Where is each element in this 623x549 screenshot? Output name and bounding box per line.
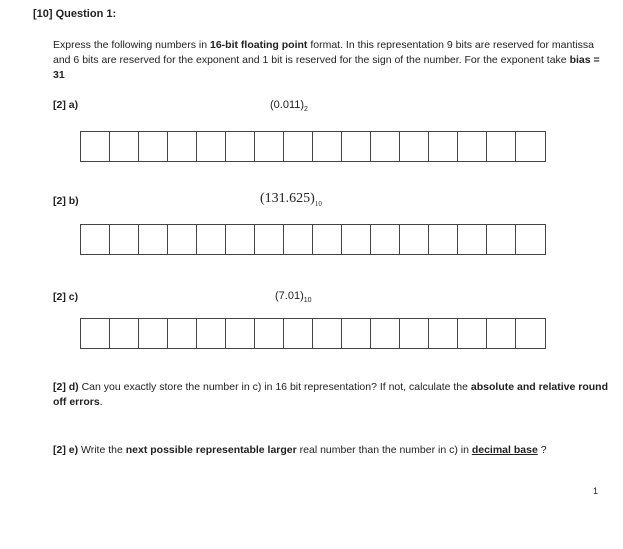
- question-instructions: [53, 38, 603, 83]
- bit-box[interactable]: [400, 225, 429, 254]
- bit-box[interactable]: [226, 132, 255, 161]
- part-e-label: [2] e): [53, 444, 79, 456]
- bit-box[interactable]: [110, 132, 139, 161]
- bit-box[interactable]: [197, 319, 226, 348]
- bit-box[interactable]: [458, 225, 487, 254]
- bit-box[interactable]: [226, 319, 255, 348]
- part-e-question: [53, 443, 608, 458]
- bit-box[interactable]: [429, 225, 458, 254]
- part-a-value: (0.011): [270, 99, 305, 111]
- bit-box[interactable]: [139, 319, 168, 348]
- bit-box[interactable]: [168, 132, 197, 161]
- intro-bold-bias: bias = 31: [53, 54, 600, 81]
- part-b-number: [260, 191, 322, 208]
- bit-box[interactable]: [110, 319, 139, 348]
- part-c-label: [2] c): [53, 291, 79, 303]
- part-d-text-1: Can you exactly store the number in c) in 16 bit representation? If not, calculate the: [78, 381, 471, 393]
- bit-box[interactable]: [197, 132, 226, 161]
- bit-box[interactable]: [487, 132, 516, 161]
- part-c-base: 10: [303, 297, 312, 305]
- bit-box[interactable]: [313, 132, 342, 161]
- part-c-number: [275, 290, 312, 304]
- bit-box[interactable]: [313, 225, 342, 254]
- bit-box[interactable]: [284, 132, 313, 161]
- part-b-bit-boxes: [80, 224, 546, 255]
- bit-box[interactable]: [516, 225, 545, 254]
- bit-box[interactable]: [81, 225, 110, 254]
- bit-box[interactable]: [371, 225, 400, 254]
- bit-box[interactable]: [342, 132, 371, 161]
- bit-box[interactable]: [400, 319, 429, 348]
- intro-text-2: format. In this representation 9 bits are reserved for mantissa and 6 bits are reserved for the exponent and 1 bit is reserved for the sign of the number. For the exponent take: [53, 39, 594, 66]
- part-e-text-1: Write the: [78, 444, 126, 456]
- part-a-bit-boxes: [80, 131, 546, 162]
- part-a-label: [2] a): [53, 99, 79, 111]
- part-b-value: (131.625): [260, 191, 315, 206]
- question-title: [10] Question 1:: [33, 8, 117, 20]
- part-e-underline: decimal base: [471, 444, 538, 456]
- bit-box[interactable]: [487, 319, 516, 348]
- part-a-base: 2: [304, 106, 308, 114]
- bit-box[interactable]: [516, 319, 545, 348]
- part-c-value: (7.01): [275, 290, 304, 302]
- part-d-label: [2] d): [53, 381, 79, 393]
- bit-box[interactable]: [429, 319, 458, 348]
- intro-bold-format: 16-bit floating point: [210, 39, 308, 51]
- bit-box[interactable]: [81, 132, 110, 161]
- bit-box[interactable]: [284, 319, 313, 348]
- bit-box[interactable]: [458, 132, 487, 161]
- bit-box[interactable]: [226, 225, 255, 254]
- bit-box[interactable]: [110, 225, 139, 254]
- bit-box[interactable]: [487, 225, 516, 254]
- bit-box[interactable]: [458, 319, 487, 348]
- part-d-bold: absolute and relative round off errors: [53, 381, 609, 408]
- bit-box[interactable]: [342, 225, 371, 254]
- bit-box[interactable]: [255, 319, 284, 348]
- bit-box[interactable]: [81, 319, 110, 348]
- bit-box[interactable]: [255, 225, 284, 254]
- part-e-bold: next possible representable larger: [125, 444, 297, 456]
- bit-box[interactable]: [342, 319, 371, 348]
- part-e-text-3: ?: [537, 444, 547, 456]
- part-d-question: [53, 380, 608, 410]
- bit-box[interactable]: [313, 319, 342, 348]
- bit-box[interactable]: [168, 319, 197, 348]
- page-number: 1: [593, 486, 599, 496]
- bit-box[interactable]: [371, 132, 400, 161]
- part-a-number: [270, 99, 308, 113]
- intro-text-1: Express the following numbers in: [53, 39, 210, 51]
- bit-box[interactable]: [516, 132, 545, 161]
- bit-box[interactable]: [371, 319, 400, 348]
- part-b-label: [2] b): [53, 195, 79, 207]
- bit-box[interactable]: [255, 132, 284, 161]
- bit-box[interactable]: [139, 132, 168, 161]
- part-c-bit-boxes: [80, 318, 546, 349]
- bit-box[interactable]: [139, 225, 168, 254]
- bit-box[interactable]: [284, 225, 313, 254]
- bit-box[interactable]: [429, 132, 458, 161]
- bit-box[interactable]: [400, 132, 429, 161]
- bit-box[interactable]: [197, 225, 226, 254]
- part-e-text-2: real number than the number in c) in: [296, 444, 472, 456]
- part-d-text-2: .: [99, 396, 103, 408]
- part-b-base: 10: [314, 199, 322, 208]
- bit-box[interactable]: [168, 225, 197, 254]
